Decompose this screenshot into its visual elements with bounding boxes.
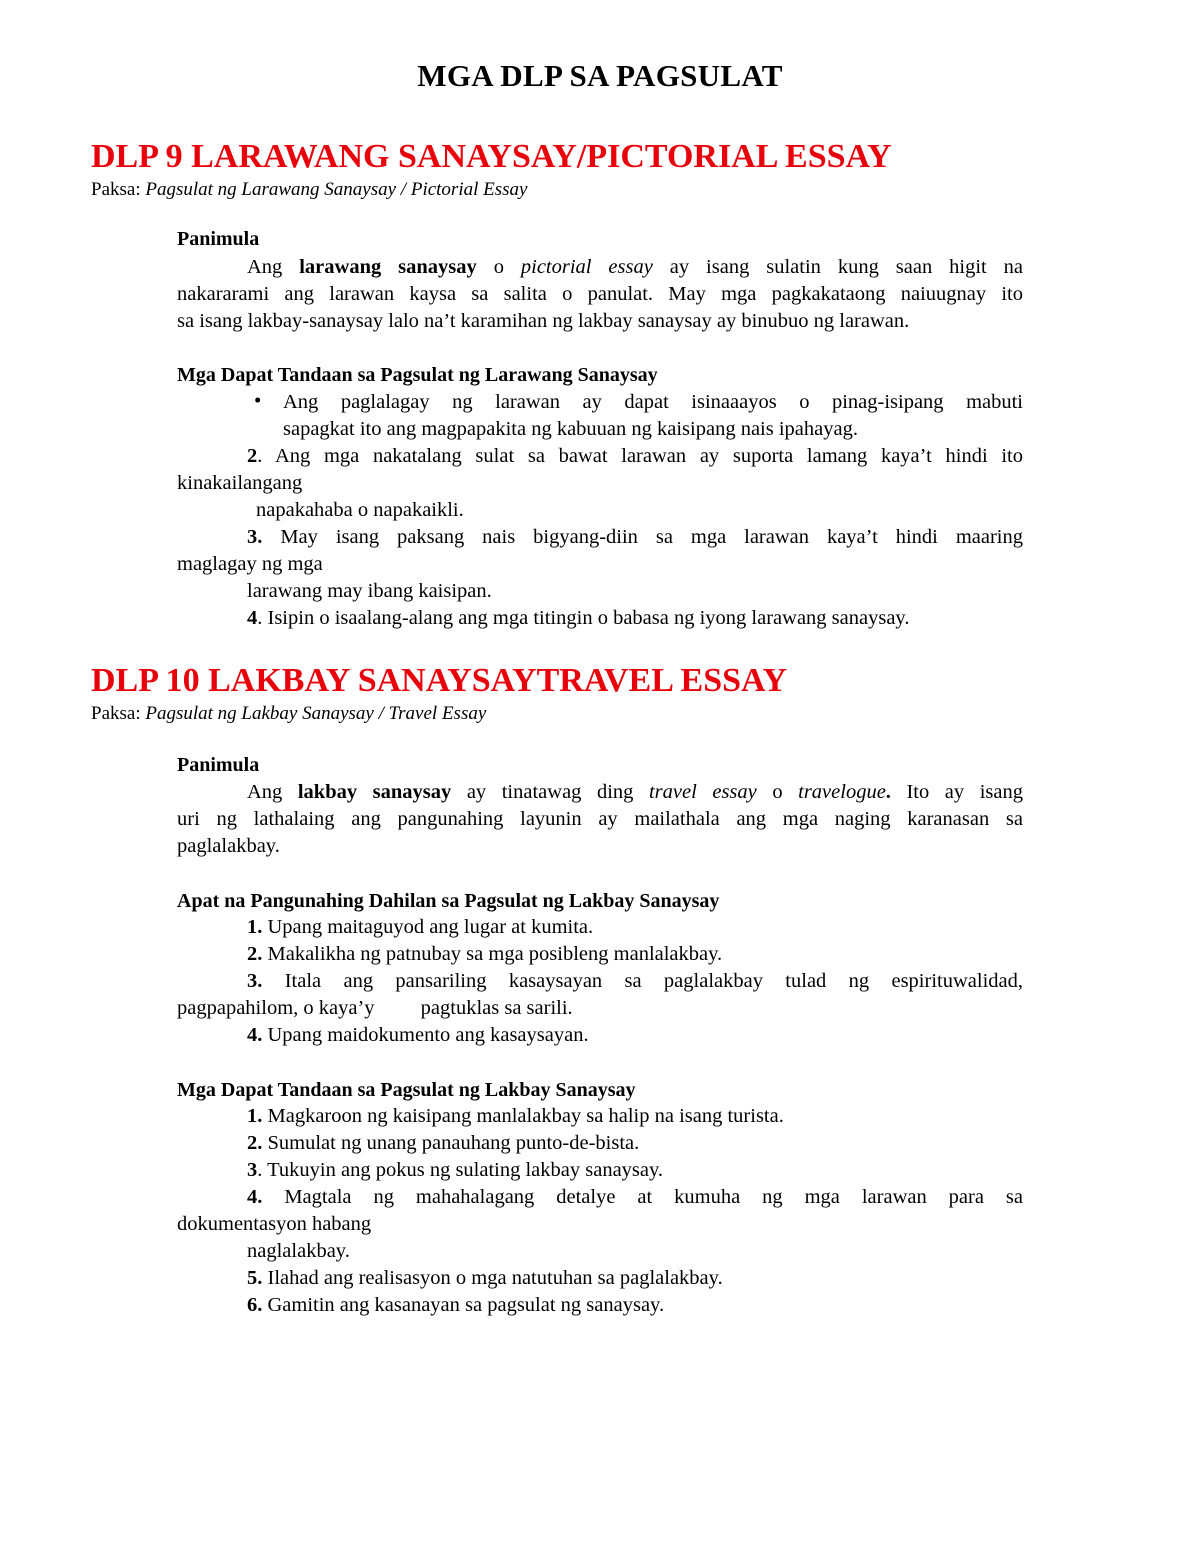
dlp10-reminder-3: 3. Tukuyin ang pokus ng sulating lakbay sanaysay. xyxy=(247,1159,664,1181)
dlp10-intro-line2: uri ng lathalaing ang pangunahing layunin ay mailathala ang mga naging karanasan sa xyxy=(177,808,1023,830)
dlp9-item3-line1: 3. May isang paksang nais bigyang-diin sa mga larawan kaya’t hindi maaring xyxy=(247,526,1023,548)
dlp10-reminder-4-line3: naglalakbay. xyxy=(247,1240,350,1262)
dlp10-reminder-6: 6. Gamitin ang kasanayan sa pagsulat ng sanaysay. xyxy=(247,1294,665,1316)
dlp10-reason-3: 3. Itala ang pansariling kasaysayan sa paglalakbay tulad ng espirituwalidad, xyxy=(247,970,1023,992)
dlp9-intro-heading: Panimula xyxy=(177,228,260,250)
dlp10-intro-heading: Panimula xyxy=(177,754,260,776)
dlp10-reminder-2: 2. Sumulat ng unang panauhang punto-de-bista. xyxy=(247,1132,640,1154)
dlp9-reminders-heading: Mga Dapat Tandaan sa Pagsulat ng Larawang Sanaysay xyxy=(177,364,658,386)
dlp10-reminders-heading: Mga Dapat Tandaan sa Pagsulat ng Lakbay Sanaysay xyxy=(177,1079,636,1101)
dlp10-topic: Paksa: Pagsulat ng Lakbay Sanaysay / Travel Essay xyxy=(91,703,487,724)
dlp9-item4-line1: 4. Isipin o isaalang-alang ang mga titingin o babasa ng iyong larawang sanaysay. xyxy=(247,607,910,629)
dlp9-intro-line2: nakararami ang larawan kaysa sa salita o panulat. May mga pagkakataong naiuugnay ito xyxy=(177,283,1023,305)
dlp10-reason-3-line2: pagpapahilom, o kaya’y pagtuklas sa sarili. xyxy=(177,997,573,1019)
dlp10-reminder-1: 1. Magkaroon ng kaisipang manlalakbay sa halip na isang turista. xyxy=(247,1105,784,1127)
document-title: MGA DLP SA PAGSULAT xyxy=(417,58,783,93)
dlp10-reminder-4: 4. Magtala ng mahahalagang detalye at kumuha ng mga larawan para sa xyxy=(247,1186,1023,1208)
dlp9-item3-line3: larawang may ibang kaisipan. xyxy=(247,580,492,602)
dlp9-item2-line3: napakahaba o napakaikli. xyxy=(256,499,464,521)
dlp10-intro-line1: Ang lakbay sanaysay ay tinatawag ding travel essay o travelogue. Ito ay isang xyxy=(247,781,1023,803)
dlp9-item3-line2: maglagay ng mga xyxy=(177,553,323,575)
dlp10-reason-2: 2. Makalikha ng patnubay sa mga posibleng manlalakbay. xyxy=(247,943,723,965)
dlp10-reason-4: 4. Upang maidokumento ang kasaysayan. xyxy=(247,1024,589,1046)
dlp10-reminder-4-line2: dokumentasyon habang xyxy=(177,1213,372,1235)
dlp10-intro-line3: paglalakbay. xyxy=(177,835,280,857)
dlp9-item2-line2: kinakailangang xyxy=(177,472,303,494)
dlp9-intro-line1: Ang larawang sanaysay o pictorial essay ay isang sulatin kung saan higit na xyxy=(247,256,1023,278)
dlp10-reminder-5: 5. Ilahad ang realisasyon o mga natutuhan sa paglalakbay. xyxy=(247,1267,723,1289)
dlp9-title: DLP 9 LARAWANG SANAYSAY/PICTORIAL ESSAY xyxy=(91,138,892,175)
dlp9-intro-line3: sa isang lakbay-sanaysay lalo na’t karamihan ng lakbay sanaysay ay binubuo ng larawan. xyxy=(177,310,910,332)
dlp9-item2-line1: 2. Ang mga nakatalang sulat sa bawat larawan ay suporta lamang kaya’t hindi ito xyxy=(247,445,1023,467)
dlp9-item1-line2: sapagkat ito ang magpapakita ng kabuuan ng kaisipang nais ipahayag. xyxy=(283,418,858,440)
dlp10-reason-1: 1. Upang maitaguyod ang lugar at kumita. xyxy=(247,916,594,938)
bullet-icon: • xyxy=(254,388,262,412)
dlp10-title: DLP 10 LAKBAY SANAYSAYTRAVEL ESSAY xyxy=(91,662,788,699)
dlp10-reasons-heading: Apat na Pangunahing Dahilan sa Pagsulat ng Lakbay Sanaysay xyxy=(177,890,720,912)
dlp9-topic: Paksa: Pagsulat ng Larawang Sanaysay / Pictorial Essay xyxy=(91,179,528,200)
dlp9-item1-line1: Ang paglalagay ng larawan ay dapat isinaaayos o pinag-isipang mabuti xyxy=(283,391,1023,413)
